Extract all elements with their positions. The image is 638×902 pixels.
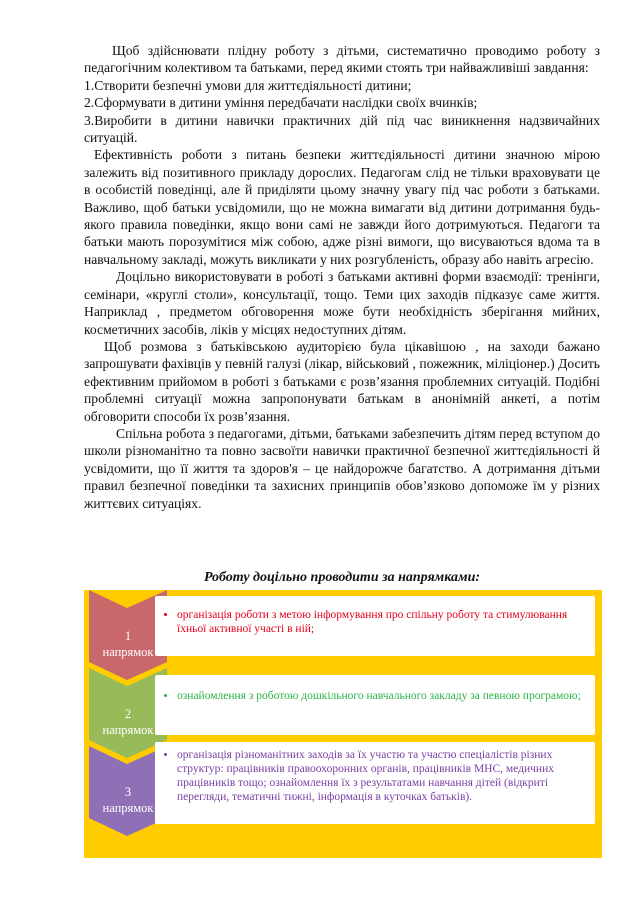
direction-3-word: напрямок bbox=[102, 801, 154, 815]
paragraph-joint-work: Спільна робота з педагогами, дітьми, батьками забезпечить дітям перед вступом до школи різноманітно та повно засвоїти навички практичної безпечної життєдіяльності й усвідомити, що її життя та здоров'я – це найдорожче багатство. А дотримання дітьми правил безпечної поведінки та захисних принципів обов’язково допоможе їм у різних життєвих ситуаціях. bbox=[84, 425, 600, 511]
direction-2-word: напрямок bbox=[102, 723, 154, 737]
direction-1-number: 1 bbox=[124, 629, 132, 643]
main-text bbox=[84, 42, 600, 512]
direction-1-item bbox=[155, 596, 595, 656]
direction-3-text: • організація різноманітних заходів за їх участю та участю спеціалістів різних структур: працівників правоохоронних органів, працівників МНС, медичних працівників тощо; ознайомлення їх з результатами навчання дітей (відкриті перегляди, тематичні тижні, інформація в куточках батьків). bbox=[177, 748, 589, 804]
direction-3-item bbox=[155, 742, 595, 824]
paragraph-intro: Щоб здійснювати плідну роботу з дітьми, систематично проводимо роботу з педагогічним колективом та батьками, перед якими стоять три найважливіші завдання: bbox=[84, 43, 600, 76]
directions-diagram bbox=[84, 590, 602, 858]
direction-2-text: • ознайомлення з роботою дошкільного навчального закладу за певною програмою; bbox=[177, 689, 589, 703]
paragraph-active-forms: Доцільно використовувати в роботі з батьками активні форми взаємодії: тренінги, семінари, «круглі столи», консультації, тощо. Теми цих заходів підказує саме життя. Наприклад , предметом обговорення може бути необхідність зберігання мийних, косметичних засобів, ліків у місцях недоступних дітям. bbox=[84, 269, 600, 337]
task-1: 1.Створити безпечні умови для життєдіяльності дитини; bbox=[84, 77, 412, 93]
task-3: 3.Виробити в дитини навички практичних дій під час виникнення надзвичайних ситуацій. bbox=[84, 112, 600, 146]
paragraph-specialists: Щоб розмова з батьківською аудиторією була цікавішою , на заходи бажано запрошувати фахівців у певній галузі (лікар, військовий , пожежник, міліціонер.) Досить ефективним прийомом в роботі з батьками є розв’язання проблемних ситуацій. Подібні проблемні ситуації можна запропонувати батькам в анонімній анкеті, а потім обговорити способи їх розв’язання. bbox=[84, 338, 600, 424]
paragraph-effectiveness: Ефективність роботи з питань безпеки життєдіяльності дитини значною мірою залежить від позитивного прикладу дорослих. Педагогам слід не тільки враховувати це в особистій поведінці, але й приділяти цьому значну увагу під час роботи з батьками. Важливо, щоб батьки усвідомили, що не можна вимагати від дитини дотримання будь-якого правила поведінки, якщо вони самі не завжди його дотримуються. Педагоги та батьки мають порозумітися між собою, адже різні вимоги, що висуваються вдома та в навчальному закладі, можуть викликати у них розгубленість, образу або навіть агресію. bbox=[84, 147, 600, 267]
direction-2-item bbox=[155, 675, 595, 735]
direction-1-word: напрямок bbox=[102, 645, 154, 659]
direction-3-number: 3 bbox=[124, 785, 132, 799]
direction-1-text: • організація роботи з метою інформування про спільну роботу та стимулювання їхньої активної участі в ній; bbox=[177, 608, 589, 636]
task-2: 2.Сформувати в дитини уміння передбачати наслідки своїх вчинків; bbox=[84, 95, 478, 111]
diagram-title: Роботу доцільно проводити за напрямками: bbox=[203, 570, 481, 585]
direction-2-number: 2 bbox=[124, 707, 132, 721]
